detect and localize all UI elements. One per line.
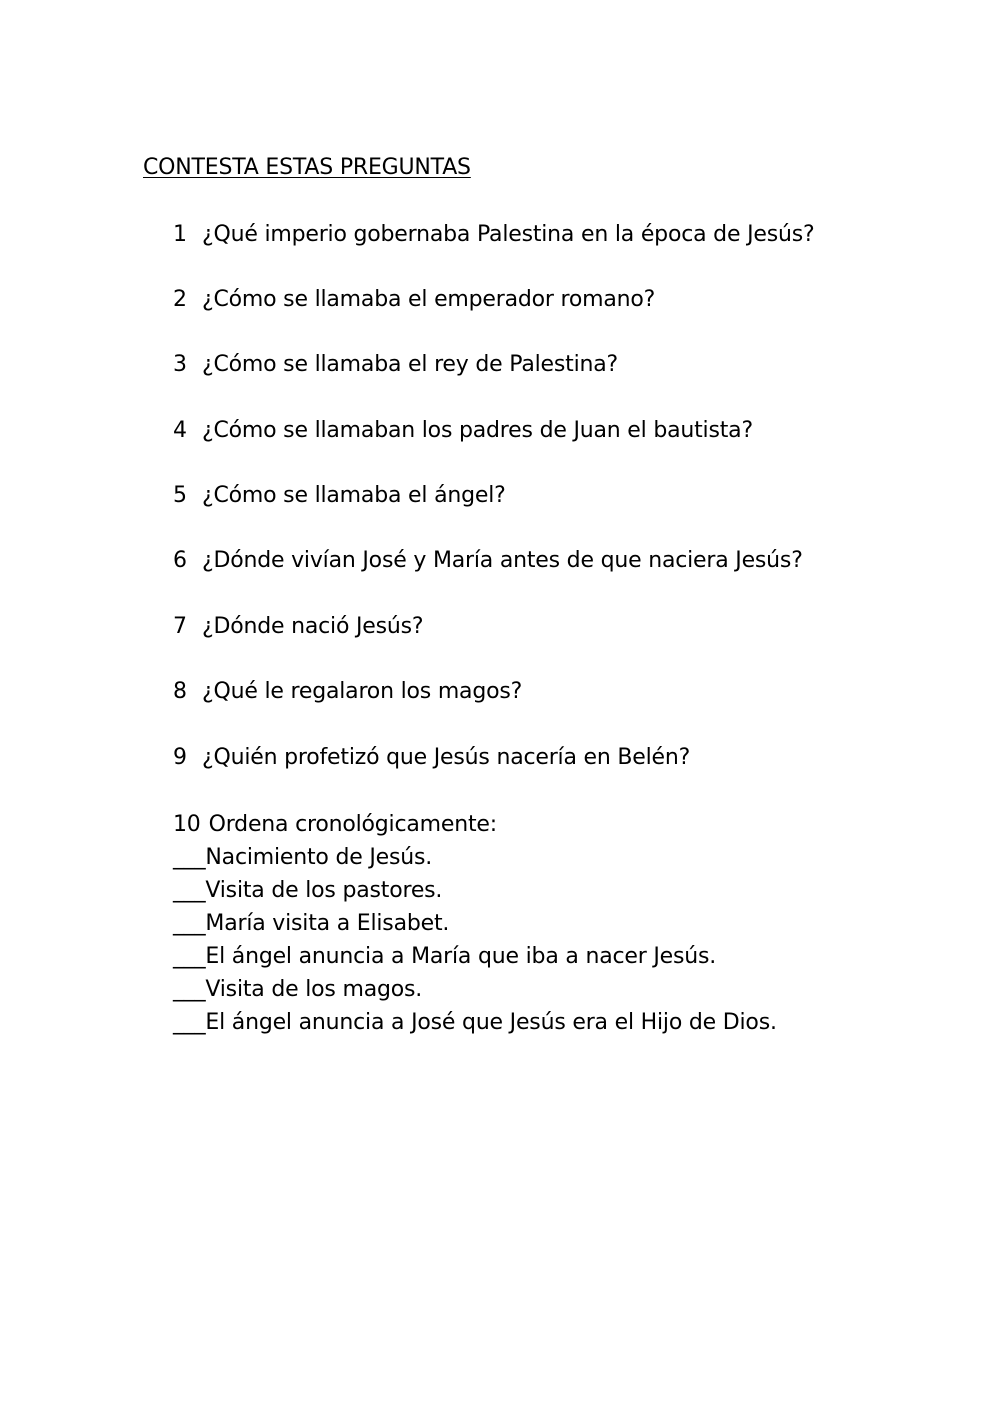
page-title: CONTESTA ESTAS PREGUNTAS: [143, 155, 471, 180]
question-text: ¿Quién profetizó que Jesús nacería en Belén?: [202, 745, 691, 770]
order-instruction: Ordena cronológicamente:: [208, 812, 497, 837]
order-item: [173, 976, 777, 1009]
question-number: 1: [173, 222, 187, 247]
question-number: 7: [173, 614, 187, 639]
order-item-text: El ángel anuncia a María que iba a nacer Jesús.: [205, 944, 717, 969]
question-text: ¿Dónde vivían José y María antes de que naciera Jesús?: [202, 548, 803, 573]
question-3: [173, 352, 618, 377]
answer-blank: ___: [173, 845, 206, 870]
question-text: ¿Qué imperio gobernaba Palestina en la época de Jesús?: [202, 222, 815, 247]
question-text: ¿Cómo se llamaba el rey de Palestina?: [202, 352, 618, 377]
question-number: 4: [173, 418, 187, 443]
question-1: [173, 222, 814, 247]
question-number: 9: [173, 745, 187, 770]
chronological-order-section: [173, 811, 777, 1042]
answer-blank: ___: [173, 878, 206, 903]
order-item: [173, 844, 777, 877]
order-item-text: Visita de los magos.: [205, 977, 423, 1002]
question-5: [173, 483, 506, 508]
order-item-text: El ángel anuncia a José que Jesús era el Hijo de Dios.: [205, 1010, 777, 1035]
answer-blank: ___: [173, 1010, 206, 1035]
order-item: [173, 1009, 777, 1042]
question-9: [173, 745, 690, 770]
order-heading: [173, 811, 777, 844]
order-item-text: Nacimiento de Jesús.: [205, 845, 433, 870]
question-number: 10: [173, 812, 201, 837]
answer-blank: ___: [173, 944, 206, 969]
order-item-text: Visita de los pastores.: [205, 878, 443, 903]
question-6: [173, 548, 803, 573]
question-text: ¿Qué le regalaron los magos?: [202, 679, 523, 704]
answer-blank: ___: [173, 977, 206, 1002]
question-7: [173, 614, 423, 639]
question-number: 6: [173, 548, 187, 573]
question-number: 2: [173, 287, 187, 312]
question-number: 8: [173, 679, 187, 704]
question-text: ¿Cómo se llamaba el ángel?: [202, 483, 506, 508]
order-item-text: María visita a Elisabet.: [205, 911, 450, 936]
order-item: [173, 943, 777, 976]
question-4: [173, 418, 753, 443]
question-text: ¿Cómo se llamaban los padres de Juan el bautista?: [202, 418, 753, 443]
answer-blank: ___: [173, 911, 206, 936]
question-number: 3: [173, 352, 187, 377]
question-8: [173, 679, 522, 704]
question-number: 5: [173, 483, 187, 508]
order-item: [173, 910, 777, 943]
order-item: [173, 877, 777, 910]
question-text: ¿Dónde nació Jesús?: [202, 614, 424, 639]
question-2: [173, 287, 655, 312]
question-text: ¿Cómo se llamaba el emperador romano?: [202, 287, 656, 312]
